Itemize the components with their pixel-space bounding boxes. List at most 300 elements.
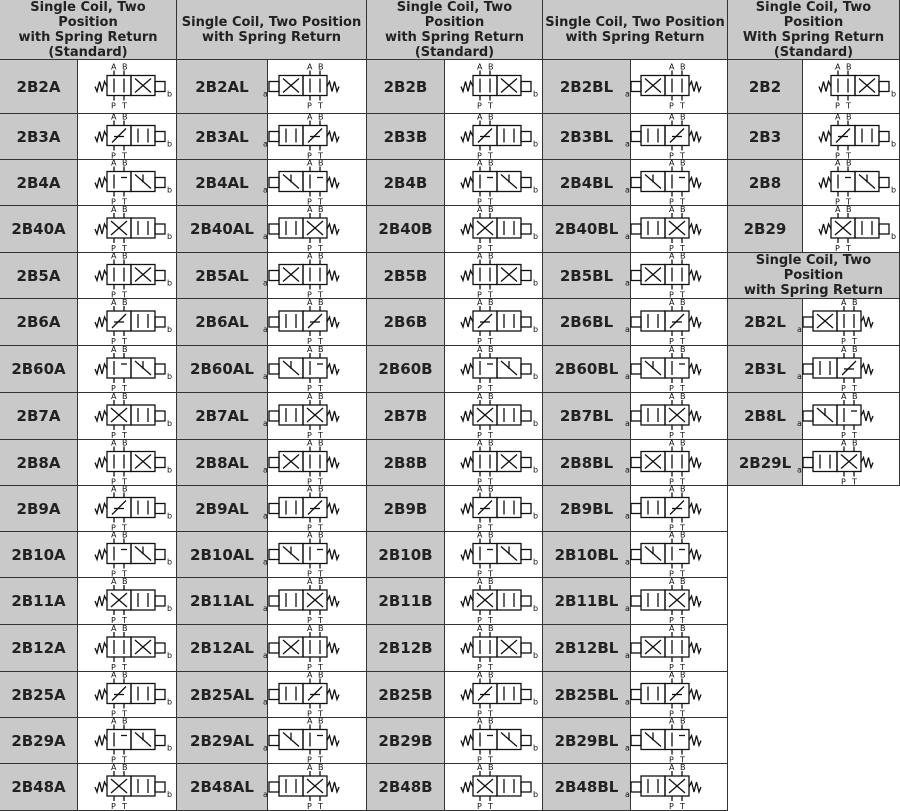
valve-symbol xyxy=(78,60,177,114)
svg-text:B: B xyxy=(488,345,494,354)
svg-text:A: A xyxy=(111,577,117,586)
svg-text:T: T xyxy=(318,477,323,487)
valve-symbol xyxy=(625,298,728,346)
svg-text:T: T xyxy=(318,384,323,393)
svg-text:A: A xyxy=(669,716,675,726)
svg-text:B: B xyxy=(122,251,128,261)
svg-text:P: P xyxy=(477,569,482,579)
svg-text:P: P xyxy=(307,151,312,161)
model-code: 2B40BL xyxy=(543,206,631,253)
valve-symbol xyxy=(797,438,900,487)
valve-symbol-icon xyxy=(625,530,727,579)
valve-symbol-icon xyxy=(445,672,542,717)
svg-text:A: A xyxy=(477,345,483,354)
valve-symbol-icon xyxy=(445,114,542,159)
svg-text:b: b xyxy=(167,419,173,428)
valve-symbol xyxy=(445,60,543,114)
svg-text:A: A xyxy=(669,763,675,772)
svg-text:P: P xyxy=(477,755,482,765)
valve-symbol-icon xyxy=(78,578,176,624)
svg-text:A: A xyxy=(307,62,313,72)
valve-symbol xyxy=(625,60,728,114)
valve-symbol xyxy=(445,718,543,764)
model-code: 2B2AL xyxy=(177,60,268,114)
valve-symbol xyxy=(625,624,728,672)
svg-text:P: P xyxy=(477,151,482,161)
svg-text:A: A xyxy=(477,670,483,680)
svg-text:A: A xyxy=(111,530,117,540)
valve-symbol-icon xyxy=(797,298,899,346)
valve-symbol xyxy=(797,392,900,440)
valve-symbol-icon xyxy=(445,393,542,439)
svg-text:P: P xyxy=(669,384,674,393)
svg-text:T: T xyxy=(318,523,323,533)
valve-symbol xyxy=(78,393,177,440)
svg-text:P: P xyxy=(307,244,312,253)
svg-text:b: b xyxy=(891,232,897,241)
valve-symbol xyxy=(263,298,367,346)
model-code: 2B8A xyxy=(0,440,78,486)
model-code: 2B2B xyxy=(367,60,445,114)
svg-text:T: T xyxy=(318,663,323,672)
svg-text:A: A xyxy=(669,530,675,540)
svg-text:b: b xyxy=(533,511,539,521)
valve-symbol-icon xyxy=(803,114,899,159)
valve-symbol xyxy=(625,763,728,811)
svg-text:A: A xyxy=(669,624,675,633)
svg-text:B: B xyxy=(680,438,686,448)
svg-text:A: A xyxy=(111,345,117,354)
valve-symbol-icon xyxy=(263,624,366,672)
svg-text:B: B xyxy=(852,345,858,354)
svg-text:T: T xyxy=(680,431,685,440)
model-code: 2B9AL xyxy=(177,486,268,532)
svg-text:T: T xyxy=(122,709,127,719)
svg-text:A: A xyxy=(307,577,313,586)
valve-symbol-icon xyxy=(445,625,542,671)
model-code: 2B7AL xyxy=(177,393,268,440)
svg-text:T: T xyxy=(122,101,127,111)
valve-symbol xyxy=(445,672,543,718)
svg-text:B: B xyxy=(488,392,494,401)
svg-text:B: B xyxy=(318,438,324,448)
model-code: 2B29A xyxy=(0,718,78,764)
svg-text:P: P xyxy=(307,477,312,487)
model-code: 2B2 xyxy=(728,60,803,114)
svg-text:T: T xyxy=(852,477,857,487)
valve-symbol xyxy=(78,486,177,532)
svg-text:B: B xyxy=(852,392,858,401)
svg-text:T: T xyxy=(680,151,685,161)
svg-text:B: B xyxy=(318,112,324,122)
svg-text:T: T xyxy=(122,569,127,579)
valve-symbol xyxy=(78,253,177,299)
svg-text:a: a xyxy=(263,139,268,149)
svg-text:a: a xyxy=(625,232,630,241)
svg-text:A: A xyxy=(669,670,675,680)
svg-text:B: B xyxy=(680,716,686,726)
svg-text:B: B xyxy=(488,205,494,214)
valve-symbol xyxy=(263,716,367,765)
svg-text:B: B xyxy=(122,205,128,214)
svg-text:a: a xyxy=(263,185,268,195)
valve-symbol-icon xyxy=(445,160,542,205)
svg-text:a: a xyxy=(797,465,802,475)
svg-text:A: A xyxy=(669,298,675,307)
svg-text:T: T xyxy=(680,197,685,207)
svg-text:a: a xyxy=(625,89,630,99)
valve-symbol-icon xyxy=(263,577,366,625)
svg-text:T: T xyxy=(318,244,323,253)
valve-symbol xyxy=(78,625,177,672)
model-code: 2B3B xyxy=(367,114,445,160)
svg-text:B: B xyxy=(122,670,128,680)
valve-symbol xyxy=(625,158,728,207)
svg-text:B: B xyxy=(122,530,128,540)
svg-text:B: B xyxy=(488,577,494,586)
svg-text:A: A xyxy=(111,158,117,168)
svg-text:B: B xyxy=(488,158,494,168)
svg-text:P: P xyxy=(835,244,840,253)
svg-text:T: T xyxy=(122,337,127,346)
model-code: 2B40A xyxy=(0,206,78,253)
svg-text:P: P xyxy=(307,616,312,625)
model-code: 2B6B xyxy=(367,299,445,346)
svg-text:B: B xyxy=(846,205,852,214)
model-code: 2B29BL xyxy=(543,718,631,764)
svg-text:b: b xyxy=(533,419,539,428)
model-code: 2B8B xyxy=(367,440,445,486)
model-code: 2B11AL xyxy=(177,578,268,625)
svg-text:b: b xyxy=(533,651,539,660)
svg-text:A: A xyxy=(669,158,675,168)
valve-symbol xyxy=(78,299,177,346)
valve-symbol xyxy=(797,345,900,393)
valve-symbol xyxy=(625,438,728,487)
svg-text:a: a xyxy=(625,372,630,381)
svg-text:P: P xyxy=(307,431,312,440)
svg-text:B: B xyxy=(122,345,128,354)
svg-text:T: T xyxy=(122,663,127,672)
model-code: 2B25B xyxy=(367,672,445,718)
svg-text:a: a xyxy=(263,372,268,381)
svg-text:P: P xyxy=(307,523,312,533)
svg-text:b: b xyxy=(167,790,173,799)
svg-text:a: a xyxy=(625,651,630,660)
svg-text:b: b xyxy=(167,511,173,521)
valve-symbol xyxy=(625,112,728,161)
svg-text:a: a xyxy=(797,419,802,428)
model-code: 2B29AL xyxy=(177,718,268,764)
svg-text:B: B xyxy=(318,484,324,494)
svg-text:T: T xyxy=(122,431,127,440)
valve-symbol xyxy=(625,484,728,533)
model-code: 2B8BL xyxy=(543,440,631,486)
svg-text:T: T xyxy=(318,616,323,625)
valve-symbol xyxy=(445,625,543,672)
svg-text:T: T xyxy=(318,151,323,161)
svg-text:P: P xyxy=(669,523,674,533)
valve-symbol xyxy=(445,114,543,160)
valve-symbol-icon xyxy=(78,672,176,717)
svg-text:a: a xyxy=(625,511,630,521)
svg-text:T: T xyxy=(122,384,127,393)
valve-symbol xyxy=(625,716,728,765)
svg-text:P: P xyxy=(841,477,846,487)
svg-text:A: A xyxy=(477,624,483,633)
svg-text:a: a xyxy=(625,278,630,288)
svg-text:T: T xyxy=(846,151,851,161)
valve-symbol xyxy=(263,530,367,579)
model-code: 2B60BL xyxy=(543,346,631,393)
svg-text:b: b xyxy=(533,278,539,288)
valve-symbol xyxy=(445,532,543,578)
valve-symbol xyxy=(445,440,543,486)
svg-text:A: A xyxy=(111,298,117,307)
valve-symbol-icon xyxy=(797,438,899,487)
svg-text:T: T xyxy=(846,101,851,111)
svg-text:B: B xyxy=(488,112,494,122)
model-code: 2B4A xyxy=(0,160,78,206)
valve-symbol xyxy=(263,112,367,161)
svg-text:b: b xyxy=(533,790,539,799)
svg-text:A: A xyxy=(111,62,117,72)
svg-text:T: T xyxy=(488,290,493,300)
svg-text:T: T xyxy=(680,663,685,672)
model-code: 2B4BL xyxy=(543,160,631,206)
valve-symbol-icon xyxy=(263,60,366,113)
model-code: 2B11A xyxy=(0,578,78,625)
valve-symbol xyxy=(625,205,728,253)
valve-symbol-icon xyxy=(625,205,727,253)
svg-text:B: B xyxy=(846,158,852,168)
svg-text:T: T xyxy=(488,709,493,719)
svg-text:b: b xyxy=(891,139,897,149)
model-code: 2B7A xyxy=(0,393,78,440)
svg-text:b: b xyxy=(533,139,539,149)
model-code: 2B48B xyxy=(367,764,445,811)
svg-text:T: T xyxy=(852,431,857,440)
svg-text:B: B xyxy=(488,530,494,540)
svg-text:A: A xyxy=(111,763,117,772)
svg-text:b: b xyxy=(533,604,539,613)
svg-text:A: A xyxy=(477,530,483,540)
valve-symbol xyxy=(625,251,728,300)
svg-text:P: P xyxy=(669,802,674,811)
svg-text:T: T xyxy=(122,244,127,253)
svg-text:a: a xyxy=(263,419,268,428)
svg-text:a: a xyxy=(625,743,630,753)
svg-text:T: T xyxy=(318,290,323,300)
svg-text:B: B xyxy=(318,298,324,307)
svg-text:b: b xyxy=(533,697,539,707)
svg-text:a: a xyxy=(625,139,630,149)
svg-text:P: P xyxy=(477,244,482,253)
valve-symbol-icon xyxy=(625,716,727,765)
valve-symbol xyxy=(445,393,543,440)
svg-text:b: b xyxy=(167,185,173,195)
svg-text:B: B xyxy=(680,624,686,633)
model-code: 2B48AL xyxy=(177,764,268,811)
svg-text:P: P xyxy=(477,337,482,346)
svg-text:B: B xyxy=(680,251,686,261)
svg-text:P: P xyxy=(111,101,116,111)
svg-text:B: B xyxy=(318,345,324,354)
valve-symbol-icon xyxy=(625,670,727,719)
svg-text:A: A xyxy=(307,298,313,307)
valve-symbol xyxy=(445,206,543,253)
svg-text:A: A xyxy=(477,438,483,448)
model-code: 2B12AL xyxy=(177,625,268,672)
valve-symbol-icon xyxy=(625,60,727,113)
svg-text:P: P xyxy=(307,802,312,811)
svg-text:B: B xyxy=(318,763,324,772)
svg-text:B: B xyxy=(488,438,494,448)
svg-text:T: T xyxy=(680,616,685,625)
svg-text:T: T xyxy=(318,337,323,346)
valve-symbol-icon xyxy=(78,299,176,345)
valve-symbol xyxy=(78,764,177,811)
svg-text:A: A xyxy=(307,392,313,401)
svg-text:A: A xyxy=(307,251,313,261)
svg-text:T: T xyxy=(122,290,127,300)
svg-text:A: A xyxy=(477,577,483,586)
model-code: 2B8 xyxy=(728,160,803,206)
svg-text:a: a xyxy=(625,419,630,428)
svg-text:a: a xyxy=(625,325,630,334)
svg-text:b: b xyxy=(167,139,173,149)
svg-text:a: a xyxy=(625,465,630,475)
model-code: 2B2BL xyxy=(543,60,631,114)
valve-symbol xyxy=(78,718,177,764)
svg-text:P: P xyxy=(477,290,482,300)
svg-text:P: P xyxy=(477,431,482,440)
svg-text:b: b xyxy=(533,89,539,99)
svg-text:P: P xyxy=(841,337,846,346)
svg-text:P: P xyxy=(307,197,312,207)
valve-symbol-icon xyxy=(263,530,366,579)
svg-text:T: T xyxy=(488,197,493,207)
svg-text:T: T xyxy=(318,755,323,765)
valve-symbol xyxy=(625,670,728,719)
valve-symbol-icon xyxy=(263,298,366,346)
valve-symbol-icon xyxy=(263,392,366,440)
svg-text:A: A xyxy=(477,158,483,168)
svg-text:P: P xyxy=(669,755,674,765)
svg-text:a: a xyxy=(263,89,268,99)
svg-text:A: A xyxy=(835,205,841,214)
svg-text:B: B xyxy=(680,158,686,168)
svg-text:P: P xyxy=(477,709,482,719)
svg-text:T: T xyxy=(680,755,685,765)
svg-text:T: T xyxy=(488,337,493,346)
svg-text:A: A xyxy=(477,251,483,261)
svg-text:b: b xyxy=(533,557,539,567)
valve-symbol-icon xyxy=(445,578,542,624)
valve-symbol xyxy=(803,60,900,114)
svg-text:B: B xyxy=(680,530,686,540)
svg-text:P: P xyxy=(669,101,674,111)
svg-text:P: P xyxy=(477,197,482,207)
valve-symbol xyxy=(263,624,367,672)
valve-symbol-icon xyxy=(445,532,542,577)
svg-text:P: P xyxy=(835,197,840,207)
valve-symbol-icon xyxy=(625,577,727,625)
svg-text:P: P xyxy=(307,569,312,579)
svg-text:T: T xyxy=(122,523,127,533)
svg-text:T: T xyxy=(488,755,493,765)
valve-symbol-icon xyxy=(625,112,727,161)
model-code: 2B12B xyxy=(367,625,445,672)
svg-text:A: A xyxy=(669,577,675,586)
svg-text:P: P xyxy=(669,337,674,346)
svg-text:T: T xyxy=(318,431,323,440)
valve-symbol-icon xyxy=(263,158,366,207)
valve-symbol-icon xyxy=(625,763,727,811)
svg-text:P: P xyxy=(841,431,846,440)
model-code: 2B60AL xyxy=(177,346,268,393)
valve-symbol-icon xyxy=(263,763,366,811)
model-code: 2B6BL xyxy=(543,299,631,346)
svg-text:A: A xyxy=(111,112,117,122)
model-code: 2B29 xyxy=(728,206,803,253)
svg-text:T: T xyxy=(318,197,323,207)
valve-symbol xyxy=(445,764,543,811)
svg-text:B: B xyxy=(488,62,494,72)
valve-symbol-icon xyxy=(803,206,899,252)
svg-text:b: b xyxy=(533,232,539,241)
svg-text:B: B xyxy=(122,624,128,633)
svg-text:B: B xyxy=(680,392,686,401)
svg-text:T: T xyxy=(680,523,685,533)
model-code: 2B8L xyxy=(728,393,803,440)
valve-symbol-icon xyxy=(78,532,176,577)
svg-text:A: A xyxy=(841,392,847,401)
valve-symbol-icon xyxy=(625,345,727,393)
svg-text:B: B xyxy=(846,62,852,72)
model-code: 2B40AL xyxy=(177,206,268,253)
valve-symbol-icon xyxy=(625,298,727,346)
svg-text:a: a xyxy=(625,604,630,613)
svg-text:P: P xyxy=(307,663,312,672)
valve-symbol-icon xyxy=(445,346,542,392)
svg-text:A: A xyxy=(477,392,483,401)
svg-text:P: P xyxy=(111,384,116,393)
valve-symbol xyxy=(78,672,177,718)
svg-text:A: A xyxy=(669,205,675,214)
valve-symbol-icon xyxy=(625,484,727,533)
svg-text:b: b xyxy=(533,185,539,195)
svg-text:P: P xyxy=(307,755,312,765)
svg-text:a: a xyxy=(263,325,268,334)
model-code: 2B48BL xyxy=(543,764,631,811)
svg-text:A: A xyxy=(111,392,117,401)
svg-text:A: A xyxy=(111,670,117,680)
svg-text:T: T xyxy=(680,384,685,393)
svg-text:P: P xyxy=(669,431,674,440)
svg-text:b: b xyxy=(891,185,897,195)
model-code: 2B29L xyxy=(728,440,803,486)
svg-text:A: A xyxy=(669,438,675,448)
valve-symbol-icon xyxy=(445,718,542,763)
svg-text:P: P xyxy=(669,663,674,672)
valve-symbol-icon xyxy=(445,60,542,113)
svg-text:A: A xyxy=(477,298,483,307)
valve-symbol-icon xyxy=(625,251,727,300)
svg-text:a: a xyxy=(263,278,268,288)
model-code: 2B4AL xyxy=(177,160,268,206)
svg-text:B: B xyxy=(488,716,494,726)
